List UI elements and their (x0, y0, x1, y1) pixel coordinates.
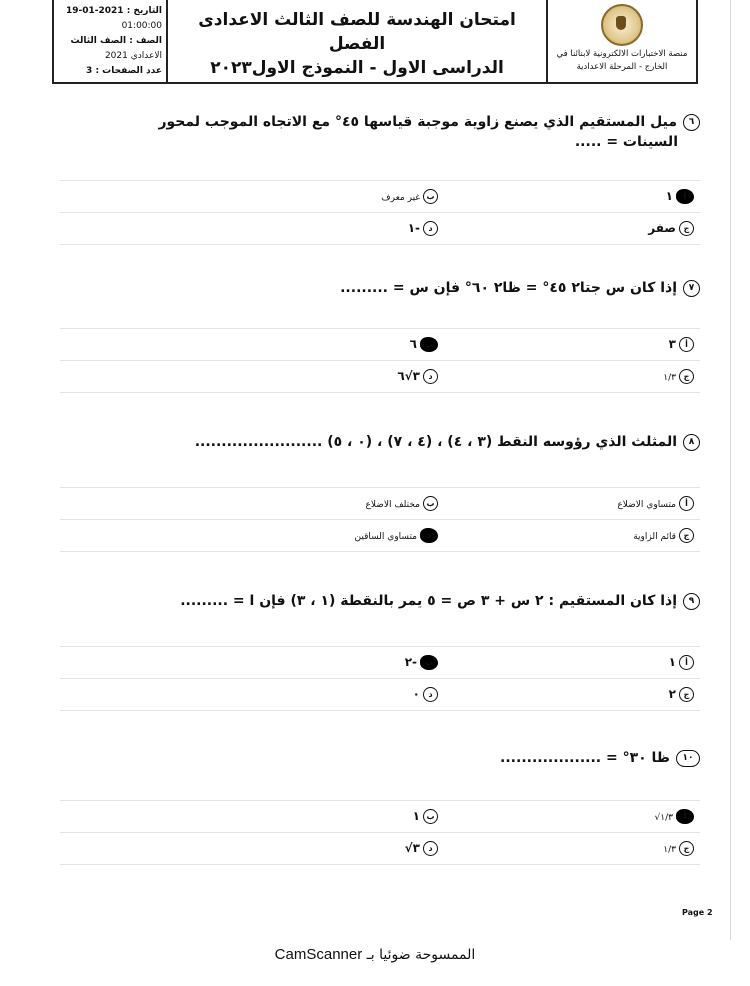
options-row (60, 833, 700, 864)
question-text-line1: ميل المستقيم الذي يصنع زاوية موجبة قياسها ٤٥° مع الاتجاه الموجب لمحور (158, 114, 677, 130)
question-number: ٧ (683, 280, 700, 297)
option-bubble-icon: ج (679, 841, 694, 856)
option-b[interactable]: ب-٢ (405, 647, 438, 678)
option-bubble-icon: ب (423, 496, 438, 511)
footer-prefix: الممسوحة ضوئيا بـ (366, 947, 476, 963)
question-text: إذا كان المستقيم : ٢ س + ٣ ص = ٥ يمر بالنقطة (١ ، ٣) فإن ا = ......... (180, 593, 677, 609)
option-bubble-icon: د (423, 369, 438, 384)
options-row (60, 181, 700, 213)
options-table-8 (60, 487, 700, 552)
platform-info (546, 0, 696, 82)
exam-stage: الاعدادي 2021 (104, 51, 162, 61)
options-row (60, 361, 700, 392)
options-table-6 (60, 180, 700, 245)
footer-brand: CamScanner (274, 946, 363, 963)
option-d[interactable]: د٣√ (405, 833, 438, 864)
exam-title-line1: امتحان الهندسة للصف الثالث الاعدادى الفصل (198, 10, 516, 54)
page-number: Page 2 (682, 908, 713, 917)
options-table-7 (60, 328, 700, 393)
exam-header (52, 0, 698, 84)
question-number: ٩ (683, 593, 700, 610)
option-bubble-icon: ج (679, 528, 694, 543)
options-row (60, 329, 700, 361)
option-c[interactable]: جقائم الزاوية (633, 520, 694, 551)
option-d[interactable]: د٣√٦ (397, 361, 438, 392)
exam-pages: عدد الصفحات : 3 (86, 66, 162, 76)
option-b[interactable]: بمختلف الاضلاع (365, 488, 438, 519)
option-bubble-icon: ج (679, 687, 694, 702)
question-text: المثلث الذي رؤوسه النقط (٣ ، ٤) ، (٤ ، ٧) ، (٠ ، ٥) ........................ (194, 434, 677, 450)
filled-bubble-icon: أ (676, 189, 694, 204)
filled-bubble-icon: ب (420, 337, 438, 352)
exam-time: 01:00:00 (121, 21, 162, 31)
option-c[interactable]: ج١/٣ (663, 361, 694, 392)
options-row (60, 213, 700, 244)
options-table-9 (60, 646, 700, 711)
option-c[interactable]: جصفر (648, 213, 694, 244)
option-bubble-icon: ج (679, 369, 694, 384)
exam-info (54, 0, 168, 82)
option-a[interactable]: أ٣ (669, 329, 694, 360)
option-a[interactable]: أ١ (666, 181, 694, 212)
platform-line2: الخارج - المرحلة الاعدادية (576, 62, 668, 72)
option-b[interactable]: ب٦ (410, 329, 438, 360)
options-row (60, 520, 700, 551)
exam-date: التاريخ : 2021-01-19 (65, 6, 162, 16)
option-bubble-icon: أ (679, 655, 694, 670)
option-a[interactable]: أمتساوي الاضلاع (617, 488, 694, 519)
exam-title-line2: الدراسى الاول - النموذج الاول٢٠٢٣ (210, 58, 504, 78)
option-bubble-icon: ب (423, 189, 438, 204)
filled-bubble-icon: د (420, 528, 438, 543)
ministry-seal-icon (601, 4, 643, 46)
question-9 (60, 591, 700, 611)
option-b[interactable]: بغير معرف (381, 181, 438, 212)
option-c[interactable]: ج١/٣ (663, 833, 694, 864)
option-bubble-icon: د (423, 687, 438, 702)
option-d[interactable]: د٠ (413, 679, 438, 710)
platform-line1: منصة الاختبارات الالكترونية لابنائنا في (556, 49, 688, 59)
question-number: ١٠ (676, 750, 700, 767)
option-bubble-icon: ب (423, 809, 438, 824)
question-number: ٨ (683, 434, 700, 451)
option-b[interactable]: ب١ (413, 801, 438, 832)
exam-title (168, 8, 546, 80)
option-d[interactable]: دمتساوي الساقين (355, 520, 438, 551)
options-row (60, 679, 700, 710)
question-7 (60, 278, 700, 298)
option-bubble-icon: د (423, 841, 438, 856)
scanner-footer (0, 946, 750, 963)
question-text: ظا ٣٠° = ................... (500, 750, 670, 766)
exam-grade: الصف : الصف الثالث (70, 36, 162, 46)
options-row (60, 488, 700, 520)
option-bubble-icon: أ (679, 496, 694, 511)
option-c[interactable]: ج٢ (669, 679, 694, 710)
option-d[interactable]: د-١ (408, 213, 438, 244)
options-table-10 (60, 800, 700, 865)
question-text: إذا كان س جتا٢ ٤٥° = ظا٢ ٦٠° فإن س = ......... (340, 280, 677, 296)
question-10 (60, 748, 700, 768)
option-bubble-icon: أ (679, 337, 694, 352)
question-6 (60, 112, 700, 152)
option-bubble-icon: ج (679, 221, 694, 236)
filled-bubble-icon: أ (676, 809, 694, 824)
options-row (60, 647, 700, 679)
question-8 (60, 432, 700, 452)
option-a[interactable]: أ١/٣√ (655, 801, 694, 832)
options-row (60, 801, 700, 833)
option-a[interactable]: أ١ (669, 647, 694, 678)
option-bubble-icon: د (423, 221, 438, 236)
filled-bubble-icon: ب (420, 655, 438, 670)
question-text-line2: السينات = ..... (574, 134, 678, 150)
question-number: ٦ (683, 114, 700, 131)
